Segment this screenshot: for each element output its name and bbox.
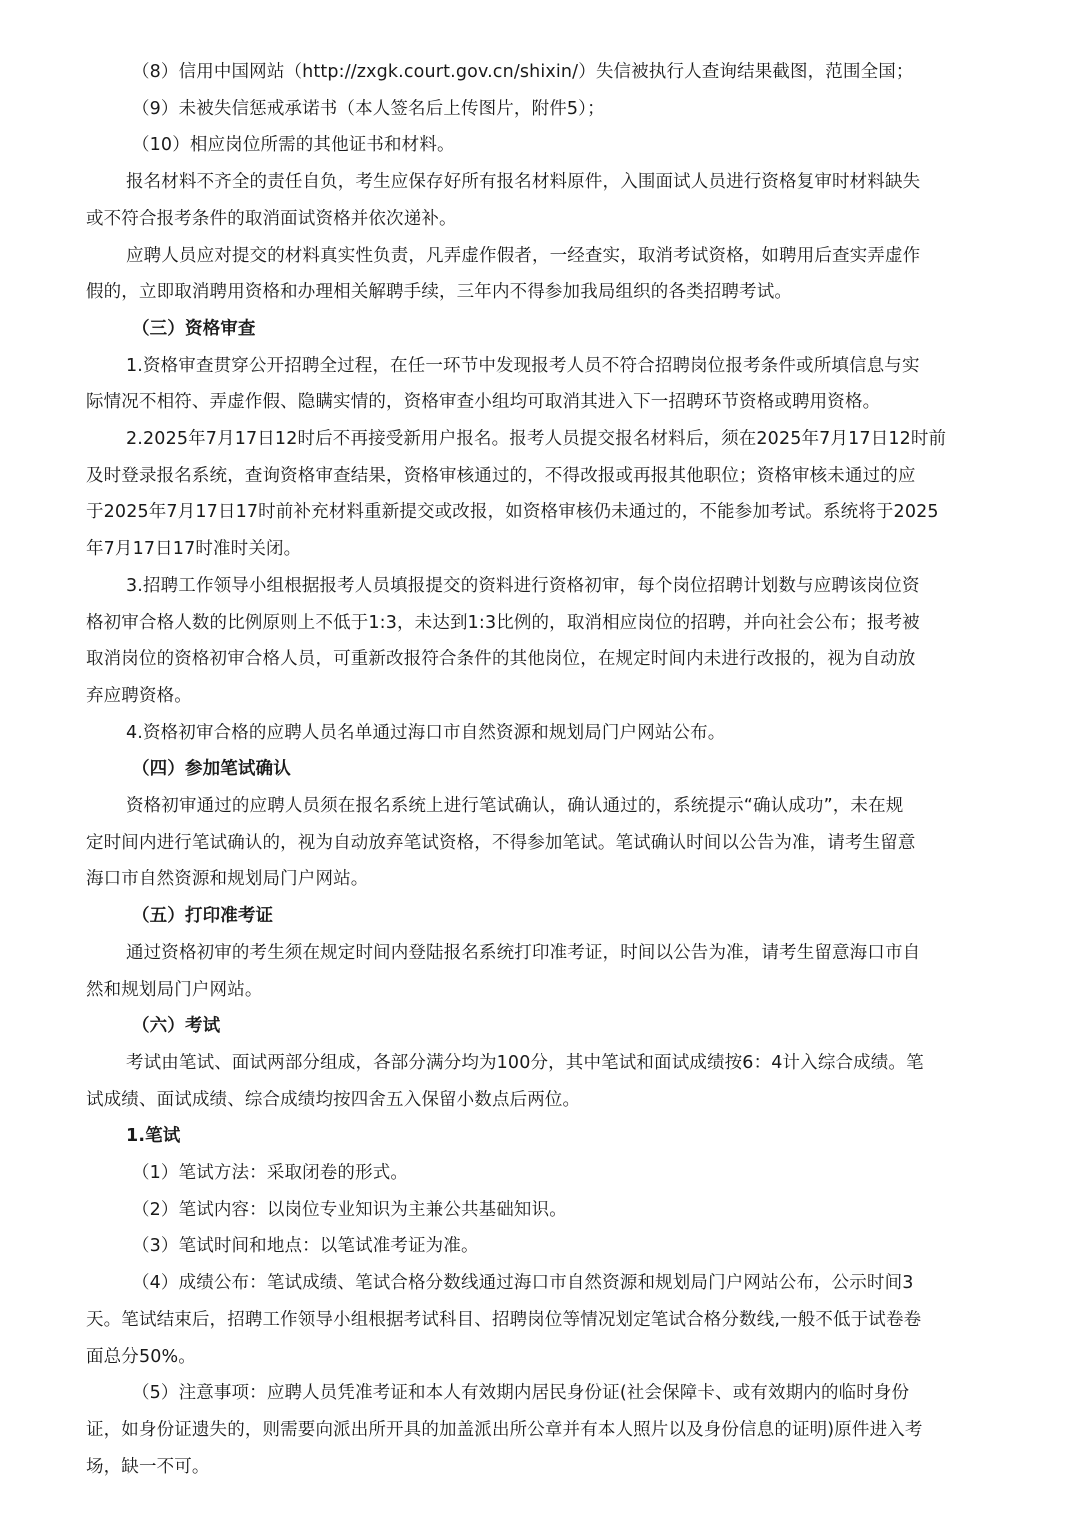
text-line: 定时间内进行笔试确认的，视为自动放弃笔试资格，不得参加笔试。笔试确认时间以公告为准，请考生留意 — [86, 832, 916, 853]
text-line: 于2025年7月17日17时前补充材料重新提交或改报，如资格审核仍未通过的，不能参加考试。系统将于2025 — [86, 502, 939, 523]
text-line: 面总分50%。 — [86, 1346, 196, 1367]
text-line: 弃应聘资格。 — [86, 685, 192, 706]
text-line: 场，缺一不可。 — [86, 1456, 210, 1477]
text-line: （10）相应岗位所需的其他证书和材料。 — [132, 135, 455, 156]
text-line: 报名材料不齐全的责任自负，考生应保存好所有报名材料原件，入围面试人员进行资格复审时材料缺失 — [126, 172, 921, 193]
text-line: （4）成绩公布：笔试成绩、笔试合格分数线通过海口市自然资源和规划局门户网站公布，公示时间3 — [132, 1273, 914, 1294]
text-line: 证，如身份证遗失的，则需要向派出所开具的加盖派出所公章并有本人照片以及身份信息的证明)原件进入考 — [86, 1419, 923, 1440]
text-line: 及时登录报名系统，查询资格审查结果，资格审核通过的，不得改报或再报其他职位；资格审核未通过的应 — [86, 465, 916, 486]
text-line: （8）信用中国网站（http://zxgk.court.gov.cn/shixin/）失信被执行人查询结果截图，范围全国； — [132, 62, 914, 82]
text-line: 考试由笔试、面试两部分组成，各部分满分均为100分，其中笔试和面试成绩按6：4计入综合成绩。笔 — [126, 1052, 924, 1073]
text-line: 海口市自然资源和规划局门户网站。 — [86, 869, 369, 890]
text-line: 假的，立即取消聘用资格和办理相关解聘手续，三年内不得参加我局组织的各类招聘考试。 — [86, 282, 792, 303]
text-line: 格初审合格人数的比例原则上不低于1:3，未达到1:3比例的，取消相应岗位的招聘，并向社会公布；报考被 — [86, 612, 920, 633]
section-heading: （六）考试 — [132, 1016, 221, 1037]
section-heading: （四）参加笔试确认 — [132, 759, 291, 780]
text-line: 通过资格初审的考生须在规定时间内登陆报名系统打印准考证，时间以公告为准，请考生留意海口市自 — [126, 942, 921, 963]
text-line: （1）笔试方法：采取闭卷的形式。 — [132, 1163, 409, 1183]
text-line: 应聘人员应对提交的材料真实性负责，凡弄虚作假者，一经查实，取消考试资格，如聘用后查实弄虚作 — [126, 245, 921, 266]
text-line: 际情况不相符、弄虚作假、隐瞒实情的，资格审查小组均可取消其进入下一招聘环节资格或聘用资格。 — [86, 392, 881, 413]
text-line: （5）注意事项：应聘人员凭准考证和本人有效期内居民身份证(社会保障卡、或有效期内的临时身份 — [132, 1383, 910, 1404]
text-line: （9）未被失信惩戒承诺书（本人签名后上传图片，附件5）； — [132, 98, 605, 119]
text-line: 年7月17日17时准时关闭。 — [86, 539, 302, 560]
text-line: 1.资格审查贯穿公开招聘全过程，在任一环节中发现报考人员不符合招聘岗位报考条件或所填信息与实 — [126, 355, 920, 376]
section-heading: （五）打印准考证 — [132, 906, 274, 927]
text-line: 然和规划局门户网站。 — [86, 979, 263, 1000]
text-line: 取消岗位的资格初审合格人员，可重新改报符合条件的其他岗位，在规定时间内未进行改报的，视为自动放 — [86, 649, 916, 670]
section-heading: 1.笔试 — [126, 1126, 181, 1147]
text-line: 2.2025年7月17日12时后不再接受新用户报名。报考人员提交报名材料后，须在2025年7月17日12时前 — [126, 429, 947, 449]
text-line: 资格初审通过的应聘人员须在报名系统上进行笔试确认，确认通过的，系统提示“确认成功”，未在规 — [126, 796, 904, 816]
text-line: 天。笔试结束后，招聘工作领导小组根据考试科目、招聘岗位等情况划定笔试合格分数线,一般不低于试卷卷 — [86, 1309, 922, 1330]
section-heading: （三）资格审查 — [132, 318, 256, 339]
text-line: 4.资格初审合格的应聘人员名单通过海口市自然资源和规划局门户网站公布。 — [126, 722, 726, 743]
text-line: （2）笔试内容：以岗位专业知识为主兼公共基础知识。 — [132, 1199, 567, 1220]
text-line: 或不符合报考条件的取消面试资格并依次递补。 — [86, 208, 457, 229]
text-line: 试成绩、面试成绩、综合成绩均按四舍五入保留小数点后两位。 — [86, 1089, 581, 1110]
text-line: （3）笔试时间和地点：以笔试准考证为准。 — [132, 1236, 479, 1257]
text-line: 3.招聘工作领导小组根据报考人员填报提交的资料进行资格初审，每个岗位招聘计划数与应聘该岗位资 — [126, 575, 920, 596]
